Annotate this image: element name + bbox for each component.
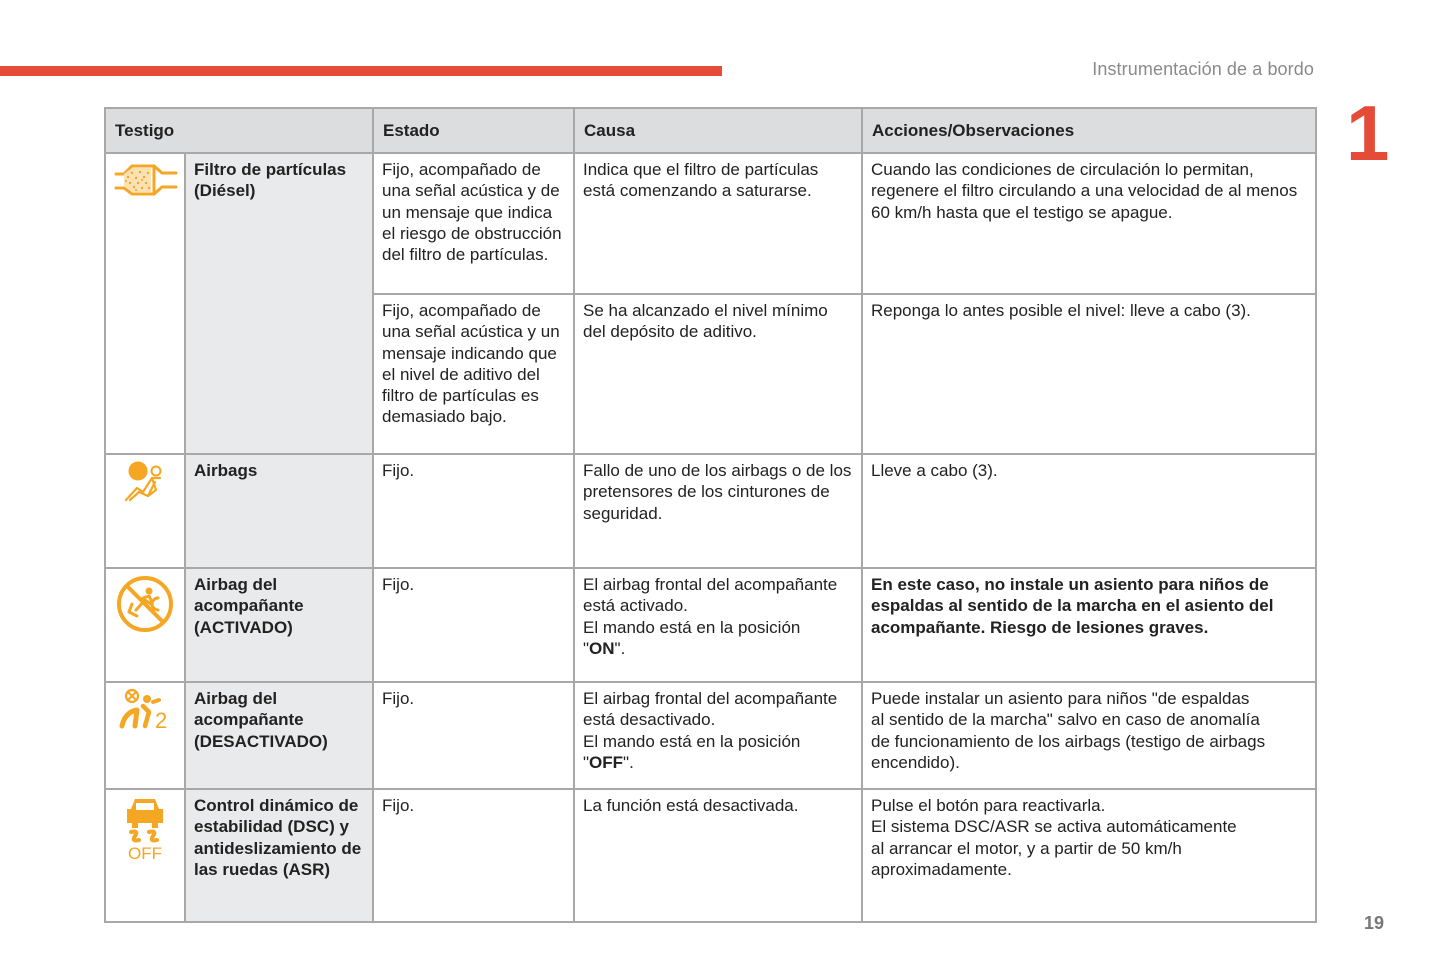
causa-cell: Fallo de uno de los airbags o de los pretensores de los cinturones de seguridad. bbox=[574, 454, 862, 568]
column-header-causa: Causa bbox=[574, 108, 862, 153]
estado-cell: Fijo. bbox=[373, 682, 574, 789]
causa-cell: Indica que el filtro de partículas está comenzando a saturarse. bbox=[574, 153, 862, 294]
quote-close: ". bbox=[623, 752, 634, 772]
causa-cell: Se ha alcanzado el nivel mínimo del depósito de aditivo. bbox=[574, 294, 862, 454]
estado-cell: Fijo, acompañado de una señal acústica y un mensaje indicando que el nivel de aditivo del filtro de partículas es demasiado bajo. bbox=[373, 294, 574, 454]
acciones-cell: En este caso, no instale un asiento para niños de espaldas al sentido de la marcha en el asiento del acompañante. Riesgo de lesiones graves. bbox=[862, 568, 1316, 682]
warning-lights-table bbox=[104, 107, 1317, 923]
indicator-name: Airbag del acompañante (DESACTIVADO) bbox=[185, 682, 373, 789]
causa-line bbox=[583, 638, 853, 659]
dsc-off-icon bbox=[123, 795, 167, 861]
causa-cell: La función está desactivada. bbox=[574, 789, 862, 922]
airbag-icon bbox=[121, 460, 169, 504]
dsc-off-label: OFF bbox=[128, 844, 162, 861]
table-header-row bbox=[105, 108, 1316, 153]
causa-line: está desactivado. bbox=[583, 710, 716, 730]
table-row bbox=[105, 568, 1316, 682]
acciones-line: al arrancar el motor, y a partir de 50 km/h bbox=[871, 838, 1182, 858]
acciones-cell: Reponga lo antes posible el nivel: lleve a cabo (3). bbox=[862, 294, 1316, 454]
causa-line: El airbag frontal del acompañante bbox=[583, 575, 838, 594]
acciones-line: Pulse el botón para reactivarla. bbox=[871, 796, 1106, 815]
causa-line bbox=[583, 752, 853, 773]
causa-cell bbox=[574, 682, 862, 789]
acciones-cell bbox=[862, 789, 1316, 922]
icon-cell bbox=[105, 153, 185, 454]
icon-cell bbox=[105, 789, 185, 922]
passenger-airbag-off-icon bbox=[119, 688, 171, 732]
icon-cell bbox=[105, 568, 185, 682]
indicator-name: Control dinámico de estabilidad (DSC) y antideslizamiento de las ruedas (ASR) bbox=[185, 789, 373, 922]
acciones-cell: Lleve a cabo (3). bbox=[862, 454, 1316, 568]
causa-line: está activado. bbox=[583, 596, 688, 616]
causa-line: El airbag frontal del acompañante bbox=[583, 689, 838, 708]
estado-cell: Fijo. bbox=[373, 568, 574, 682]
column-header-acciones: Acciones/Observaciones bbox=[862, 108, 1316, 153]
causa-cell bbox=[574, 568, 862, 682]
causa-line: El mando está en la posición bbox=[583, 617, 801, 637]
header-accent-bar bbox=[0, 66, 722, 76]
page-number: 19 bbox=[1364, 913, 1385, 933]
table-row bbox=[105, 789, 1316, 922]
estado-cell: Fijo. bbox=[373, 454, 574, 568]
table-row bbox=[105, 682, 1316, 789]
table-row bbox=[105, 454, 1316, 568]
passenger-airbag-on-icon bbox=[115, 574, 175, 634]
acciones-line: Puede instalar un asiento para niños "de espaldas bbox=[871, 689, 1250, 708]
acciones-cell: Cuando las condiciones de circulación lo permitan, regenere el filtro circulando a una velocidad de al menos 60 km/h hasta que el testigo se apague. bbox=[862, 153, 1316, 294]
column-header-estado: Estado bbox=[373, 108, 574, 153]
quote-close: ". bbox=[614, 638, 626, 658]
icon-cell bbox=[105, 682, 185, 789]
quote-open: " bbox=[583, 752, 590, 772]
particle-filter-icon bbox=[114, 159, 178, 199]
section-title: Instrumentación de a bordo bbox=[1092, 59, 1314, 79]
causa-line: El mando está en la posición bbox=[583, 731, 801, 751]
acciones-line: de funcionamiento de los airbags (testigo de airbags bbox=[871, 731, 1266, 751]
estado-cell: Fijo, acompañado de una señal acústica y de un mensaje que indica el riesgo de obstrucción del filtro de partículas. bbox=[373, 153, 574, 294]
acciones-line: al sentido de la marcha" salvo en caso de anomalía bbox=[871, 710, 1260, 730]
acciones-cell bbox=[862, 682, 1316, 789]
acciones-line: El sistema DSC/ASR se activa automáticamente bbox=[871, 817, 1237, 837]
switch-position: ON bbox=[589, 638, 615, 658]
svg-text:2: 2 bbox=[155, 708, 168, 732]
acciones-line: aproximadamente. bbox=[871, 859, 1012, 879]
acciones-line: encendido). bbox=[871, 752, 960, 772]
quote-open: " bbox=[583, 638, 590, 658]
indicator-name: Filtro de partículas (Diésel) bbox=[185, 153, 373, 454]
switch-position: OFF bbox=[589, 752, 624, 772]
icon-cell bbox=[105, 454, 185, 568]
estado-cell: Fijo. bbox=[373, 789, 574, 922]
indicator-name: Airbags bbox=[185, 454, 373, 568]
table-row bbox=[105, 153, 1316, 294]
indicator-name: Airbag del acompañante (ACTIVADO) bbox=[185, 568, 373, 682]
column-header-testigo: Testigo bbox=[105, 108, 373, 153]
chapter-number: 1 bbox=[1346, 89, 1390, 177]
